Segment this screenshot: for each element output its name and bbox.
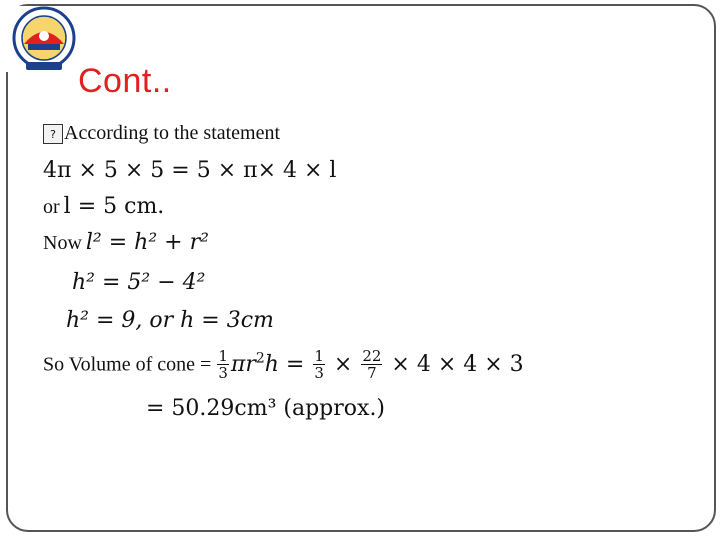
equation-line-2 xyxy=(43,194,164,219)
fraction-22-over-7: $\frac{22}{7}$ xyxy=(362,347,382,382)
equation-line-3 xyxy=(43,230,209,255)
equation-line-1: 4π × 5 × 5 = 5 × π× 4 × l xyxy=(43,158,337,183)
volume-label: So Volume of cone = xyxy=(43,353,212,376)
slide-title: Cont.. xyxy=(78,62,172,100)
l-value: l = 5 cm. xyxy=(63,194,165,219)
statement-line: According to the statement xyxy=(64,122,281,144)
or-label: or xyxy=(43,196,60,218)
fraction-one-third-2: $\frac{1}{3}$ xyxy=(314,347,324,382)
volume-result: = 50.29cm³ (approx.) xyxy=(146,396,386,421)
college-seal-icon xyxy=(4,6,84,72)
volume-formula: $\frac{1}{3}$ $\pi r^2h$ = $\frac{1}{3}$ × $\frac{22}{7}$ × 4 × 4 × 3 xyxy=(218,347,524,382)
pythagoras-equation: l² = h² + r² xyxy=(85,230,209,255)
volume-line xyxy=(43,348,524,381)
now-label: Now xyxy=(43,232,82,254)
equation-line-5: h² = 9, or h = 3cm xyxy=(66,308,274,333)
college-logo xyxy=(4,6,84,72)
equation-line-4: h² = 5² − 4² xyxy=(72,270,206,295)
fraction-one-third: $\frac{1}{3}$ xyxy=(218,347,228,382)
missing-glyph-icon: ? xyxy=(43,124,63,144)
